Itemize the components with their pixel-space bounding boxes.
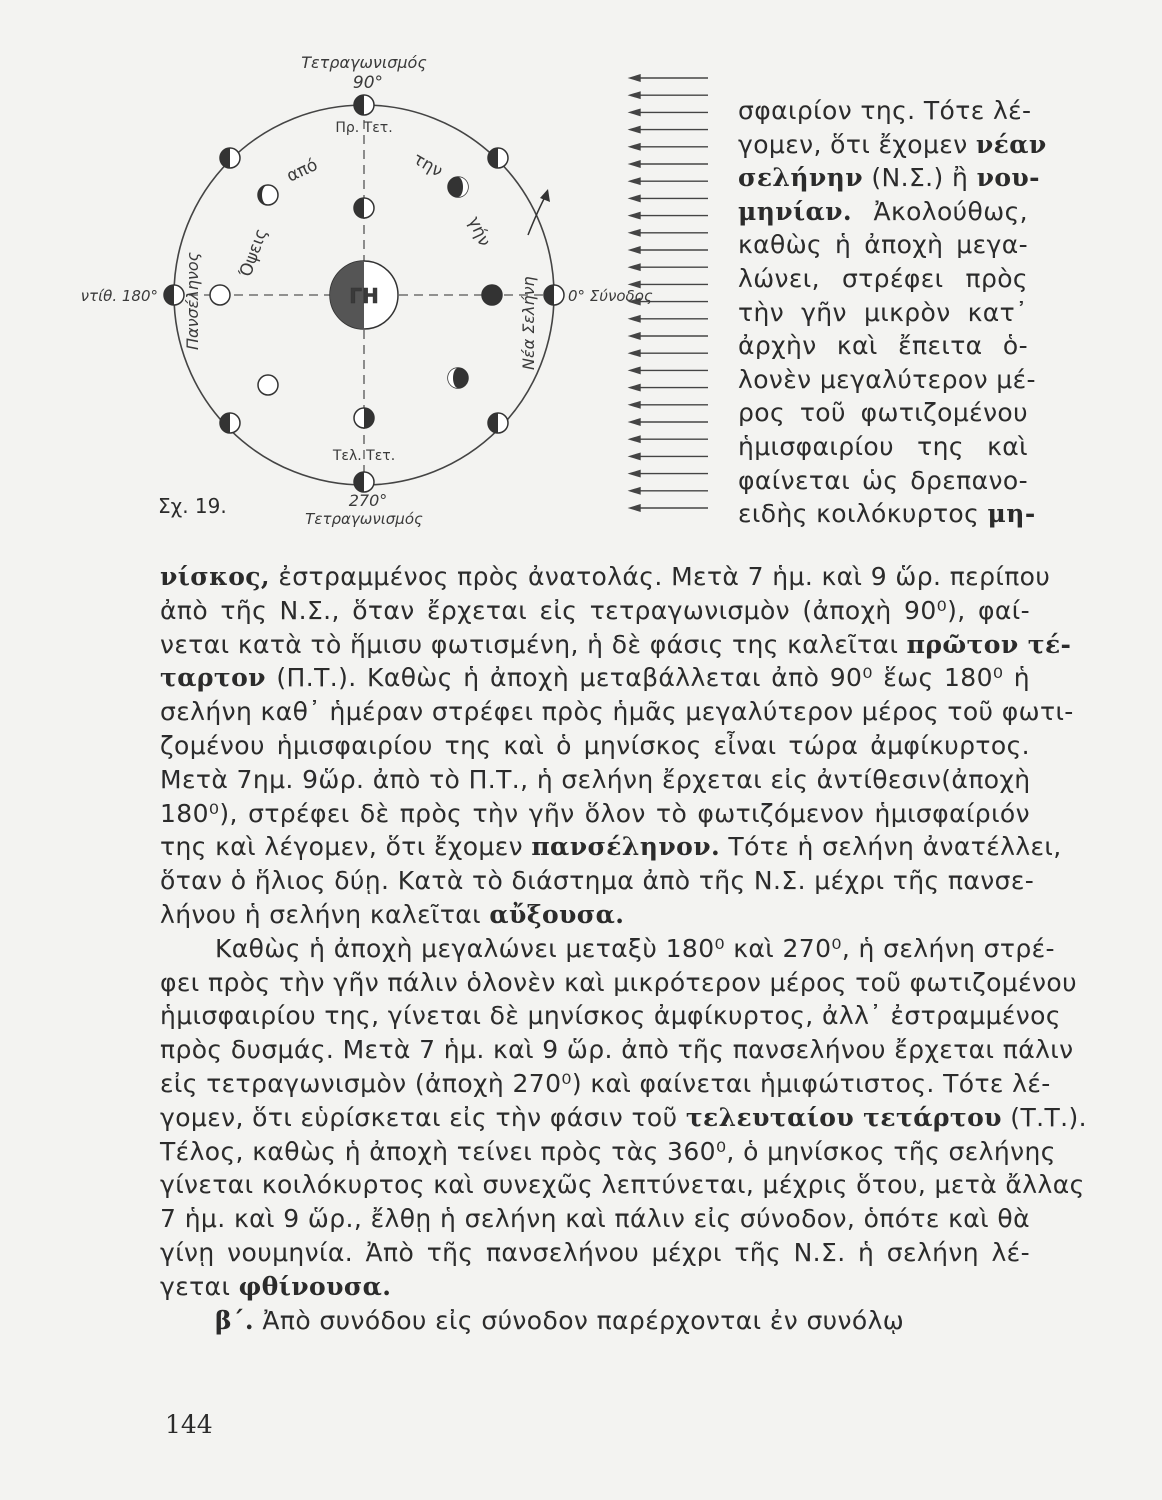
sun-ray-arrowhead	[630, 367, 640, 373]
figure-caption: Σχ. 19.	[158, 494, 227, 518]
sun-ray-arrowhead	[630, 247, 640, 253]
last-quarter-label: Τελ. Τετ.	[332, 448, 396, 464]
main-text-line: εἰς τετραγωνισμὸν (ἀποχὴ 270⁰) καὶ φαίνεται ἡμιφώτιστος. Τότε λέ-	[160, 1068, 1051, 1098]
main-text-line: νίσκος, ἐστραμμένος πρὸς ἀνατολάς. Μετὰ 7 ἡμ. καὶ 9 ὥρ. περίπου	[160, 562, 1051, 591]
sun-ray-arrowhead	[630, 230, 640, 236]
moon-bottom-right	[488, 413, 508, 433]
sun-ray-arrowhead	[630, 144, 640, 150]
main-text-line: 7 ἡμ. καὶ 9 ὥρ., ἔλθῃ ἡ σελήνη καὶ πάλιν εἰς σύνοδον, ὁπότε καὶ θὰ	[160, 1204, 1030, 1234]
view-moon-top	[354, 198, 374, 218]
top-quadrature-label: Τετραγωνισμός	[301, 53, 427, 72]
main-text-line: ζομένου ἡμισφαιρίου της καὶ ὁ μηνίσκος εἶναι τώρα ἀμφίκυρτος.	[160, 730, 1030, 760]
main-text-line: 180⁰), στρέφει δὲ πρὸς τὴν γῆν ὅλον τὸ φωτιζόμενον ἡμισφαίριόν	[160, 798, 1030, 828]
main-text-line: ἡμισφαιρίου της, γίνεται δὲ μηνίσκος ἀμφίκυρτος, ἀλλ᾽ ἐστραμμένος	[160, 1001, 1061, 1031]
main-paragraphs	[160, 560, 1087, 1337]
main-text-line: σελήνη καθ᾽ ἡμέραν στρέφει πρὸς ἡμᾶς μεγαλύτερον μέρος τοῦ φωτι-	[160, 697, 1074, 727]
sun-ray-arrowhead	[630, 402, 640, 408]
main-text-line: γίνῃ νουμηνία. Ἀπὸ τῆς πανσελήνου μέχρι τῆς Ν.Σ. ἡ σελήνη λέ-	[160, 1237, 1030, 1267]
main-text-line: νεται κατὰ τὸ ἥμισυ φωτισμένη, ἡ δὲ φάσις της καλεῖται πρῶτον τέ-	[160, 629, 1072, 659]
sun-ray-arrowhead	[630, 385, 640, 391]
moon-right	[544, 285, 564, 305]
sun-ray-arrowhead	[630, 436, 640, 442]
sun-ray-arrowhead	[630, 92, 640, 98]
main-text-line: γίνεται κοιλόκυρτος καὶ συνεχῶς λεπτύνεται, μέχρις ὅτου, μετὰ ἄλλας	[160, 1170, 1085, 1200]
main-text-line: γομεν, ὅτι εὑρίσκεται εἰς τὴν φάσιν τοῦ τελευταίου τετάρτου (Τ.Τ.).	[160, 1102, 1087, 1132]
side-text-line: τὴν γῆν μικρὸν κατ᾽	[738, 297, 1028, 327]
top-degree-label: 90°	[352, 73, 384, 93]
full-moon-arc-label: Πανσέληνος	[183, 251, 202, 350]
sun-ray-arrowhead	[630, 316, 640, 322]
main-text-line: της καὶ λέγομεν, ὅτι ἔχομεν πανσέληνον. Τότε ἡ σελήνη ἀνατέλλει,	[160, 832, 1062, 862]
sun-ray-arrowhead	[630, 488, 640, 494]
phases-word-3: την	[409, 149, 446, 182]
sun-ray-arrowhead	[630, 127, 640, 133]
moon-top	[354, 95, 374, 115]
side-text-line: ρος τοῦ φωτιζομένου	[738, 398, 1028, 428]
sun-ray-arrowhead	[630, 419, 640, 425]
side-paragraph	[738, 94, 1047, 531]
conjunction-label: 0° Σύνοδος	[568, 287, 653, 305]
page-number: 144	[165, 1410, 213, 1439]
moon-top-left	[220, 148, 240, 168]
sun-ray-arrowhead	[630, 350, 640, 356]
main-text-line: ὅταν ὁ ἥλιος δύῃ. Κατὰ τὸ διάστημα ἀπὸ τῆς Ν.Σ. μέχρι τῆς πανσε-	[160, 866, 1035, 896]
sun-ray-arrowhead	[630, 161, 640, 167]
phases-word-2: από	[283, 154, 321, 187]
orbit-direction-arrow	[528, 195, 546, 235]
phases-word-4: γήν	[463, 213, 495, 250]
side-text-line: ειδὴς κοιλόκυρτος μη-	[738, 499, 1036, 529]
moon-left	[164, 285, 184, 305]
side-text-line: γομεν, ὅτι ἔχομεν νέαν	[738, 129, 1047, 159]
view-moon-left	[210, 285, 230, 305]
sun-ray-arrowhead	[630, 453, 640, 459]
moon-bottom	[354, 472, 374, 492]
bottom-quadrature-label: Τετραγωνισμός	[305, 510, 423, 528]
main-text-line: πρὸς δυσμάς. Μετὰ 7 ἡμ. καὶ 9 ὥρ. ἀπὸ τῆς πανσελήνου ἔρχεται πάλιν	[160, 1035, 1074, 1065]
side-text-line: φαίνεται ὡς δρεπανο-	[738, 465, 1028, 495]
first-quarter-label: Πρ. Τετ.	[335, 120, 393, 136]
main-text-line: γεται φθίνουσα.	[160, 1271, 392, 1301]
main-text-line: Μετὰ 7ημ. 9ὥρ. ἀπὸ τὸ Π.Τ., ἡ σελήνη ἔρχεται εἰς ἀντίθεσιν(ἀποχὴ	[160, 764, 1031, 794]
side-text-line: καθὼς ἡ ἀποχὴ μεγα-	[738, 230, 1028, 260]
bottom-degree-label: 270°	[348, 491, 388, 510]
side-text-line: ἡμισφαιρίου της καὶ	[738, 431, 1028, 461]
side-text-line: σφαιρίον της. Τότε λέ-	[738, 96, 1032, 125]
sun-ray-arrowhead	[630, 505, 640, 511]
opposition-label: ντίθ. 180°	[80, 287, 158, 305]
orbit-arrow-head	[540, 189, 550, 202]
view-moon-lower-right	[448, 368, 468, 388]
view-moon-lower-left	[258, 375, 278, 395]
side-text-line: σελήνην (Ν.Σ.) ἢ νου-	[738, 163, 1040, 193]
main-text-line: ἀπὸ τῆς Ν.Σ., ὅταν ἔρχεται εἰς τετραγωνισμὸν (ἀποχὴ 90⁰), φαί-	[160, 595, 1030, 625]
sun-ray-arrowhead	[630, 471, 640, 477]
earth-label: ΓΗ	[349, 284, 379, 308]
view-moon-bottom	[354, 408, 374, 428]
side-text-line: λονὲν μεγαλύτερον μέ-	[738, 364, 1036, 394]
side-text-line: λώνει, στρέφει πρὸς	[738, 263, 1028, 293]
sun-ray-arrowhead	[630, 264, 640, 270]
side-text-line: μηνίαν. Ἀκολούθως,	[738, 196, 1028, 226]
view-moon-right	[482, 285, 502, 305]
sun-ray-arrowhead	[630, 109, 640, 115]
moon-bottom-left	[220, 413, 240, 433]
main-text-line: Τέλος, καθὼς ἡ ἀποχὴ τείνει πρὸς τὰς 360⁰, ὁ μηνίσκος τῆς σελήνης	[160, 1136, 1056, 1166]
moon-phases-diagram	[80, 50, 710, 530]
main-text-line: λήνου ἡ σελήνη καλεῖται αὔξουσα.	[160, 899, 625, 929]
main-text-line: φει πρὸς τὴν γῆν πάλιν ὁλονὲν καὶ μικρότερον μέρος τοῦ φωτιζομένου	[160, 967, 1077, 997]
sun-ray-arrowhead	[630, 213, 640, 219]
main-text-line: Καθὼς ἡ ἀποχὴ μεγαλώνει μεταξὺ 180⁰ καὶ 270⁰, ἡ σελήνη στρέ-	[215, 933, 1055, 963]
sun-ray-arrowhead	[630, 195, 640, 201]
new-moon-arc-label: Νέα Σελήνη	[519, 276, 538, 370]
moon-phases-figure	[80, 50, 710, 530]
phases-word-1: Όψεις	[235, 225, 272, 280]
main-text-line: β΄. Ἀπὸ συνόδου εἰς σύνοδον παρέρχονται ἐν συνόλῳ	[215, 1305, 905, 1335]
view-moon-upper-right	[448, 177, 468, 197]
sun-ray-arrowhead	[630, 178, 640, 184]
sun-ray-arrowhead	[630, 75, 640, 81]
sun-ray-arrowhead	[630, 333, 640, 339]
side-text-line: ἀρχὴν καὶ ἔπειτα ὁ-	[738, 331, 1028, 361]
view-moon-upper-left	[258, 185, 278, 205]
moon-top-right	[488, 148, 508, 168]
main-text-line: ταρτον (Π.Τ.). Καθὼς ἡ ἀποχὴ μεταβάλλεται ἀπὸ 90⁰ ἕως 180⁰ ἡ	[160, 663, 1030, 693]
